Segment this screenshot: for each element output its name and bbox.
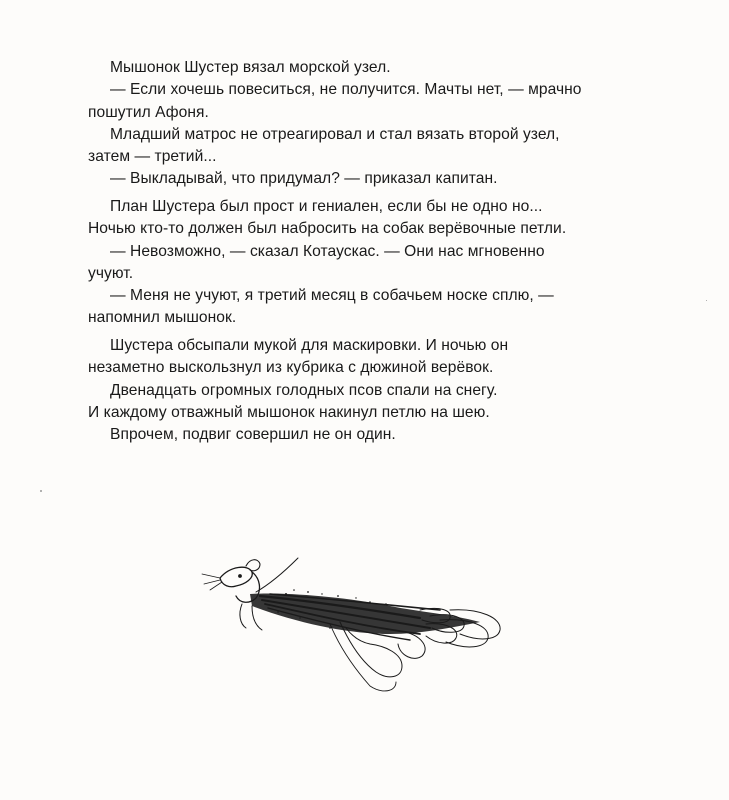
text-line: И каждому отважный мышонок накинул петлю на шею. xyxy=(88,403,490,421)
text-line: — Невозможно, — сказал Котаускас. — Они нас мгновенно xyxy=(110,242,545,260)
text-line: Мышонок Шустер вязал морской узел. xyxy=(110,59,391,76)
text-line: напомнил мышонок. xyxy=(88,309,237,327)
scan-speck xyxy=(40,490,42,492)
text-line: Двенадцать огромных голодных псов спали на снегу. xyxy=(110,381,498,399)
text-line: Младший матрос не отреагировал и стал вязать второй узел, xyxy=(110,125,560,143)
paragraph-3 xyxy=(88,335,648,446)
text-line: Шустера обсыпали мукой для маскировки. И ночью он xyxy=(110,337,509,354)
text-line: План Шустера был прост и гениален, если бы не одно но... xyxy=(110,198,543,215)
text-line: — Если хочешь повеситься, не получится. Мачты нет, — мрачно xyxy=(110,81,582,99)
text-line: — Выкладывай, что придумал? — приказал капитан. xyxy=(110,170,498,188)
text-line: затем — третий... xyxy=(88,148,217,166)
text-line: учуют. xyxy=(88,264,134,282)
text-line: незаметно выскользнул из кубрика с дюжиной верёвок. xyxy=(88,359,494,377)
paragraph-2 xyxy=(88,196,648,330)
text-line: Впрочем, подвиг совершил не он один. xyxy=(110,426,396,444)
text-line: Ночью кто-то должен был набросить на собак верёвочные петли. xyxy=(88,220,567,238)
scan-speck xyxy=(706,300,707,301)
mouse-with-ropes-drawing-icon xyxy=(190,548,520,698)
paragraph-1 xyxy=(88,57,648,191)
text-line: пошутил Афоня. xyxy=(88,103,209,121)
text-line: — Меня не учуют, я третий месяц в собачьем носке сплю, — xyxy=(110,287,554,305)
